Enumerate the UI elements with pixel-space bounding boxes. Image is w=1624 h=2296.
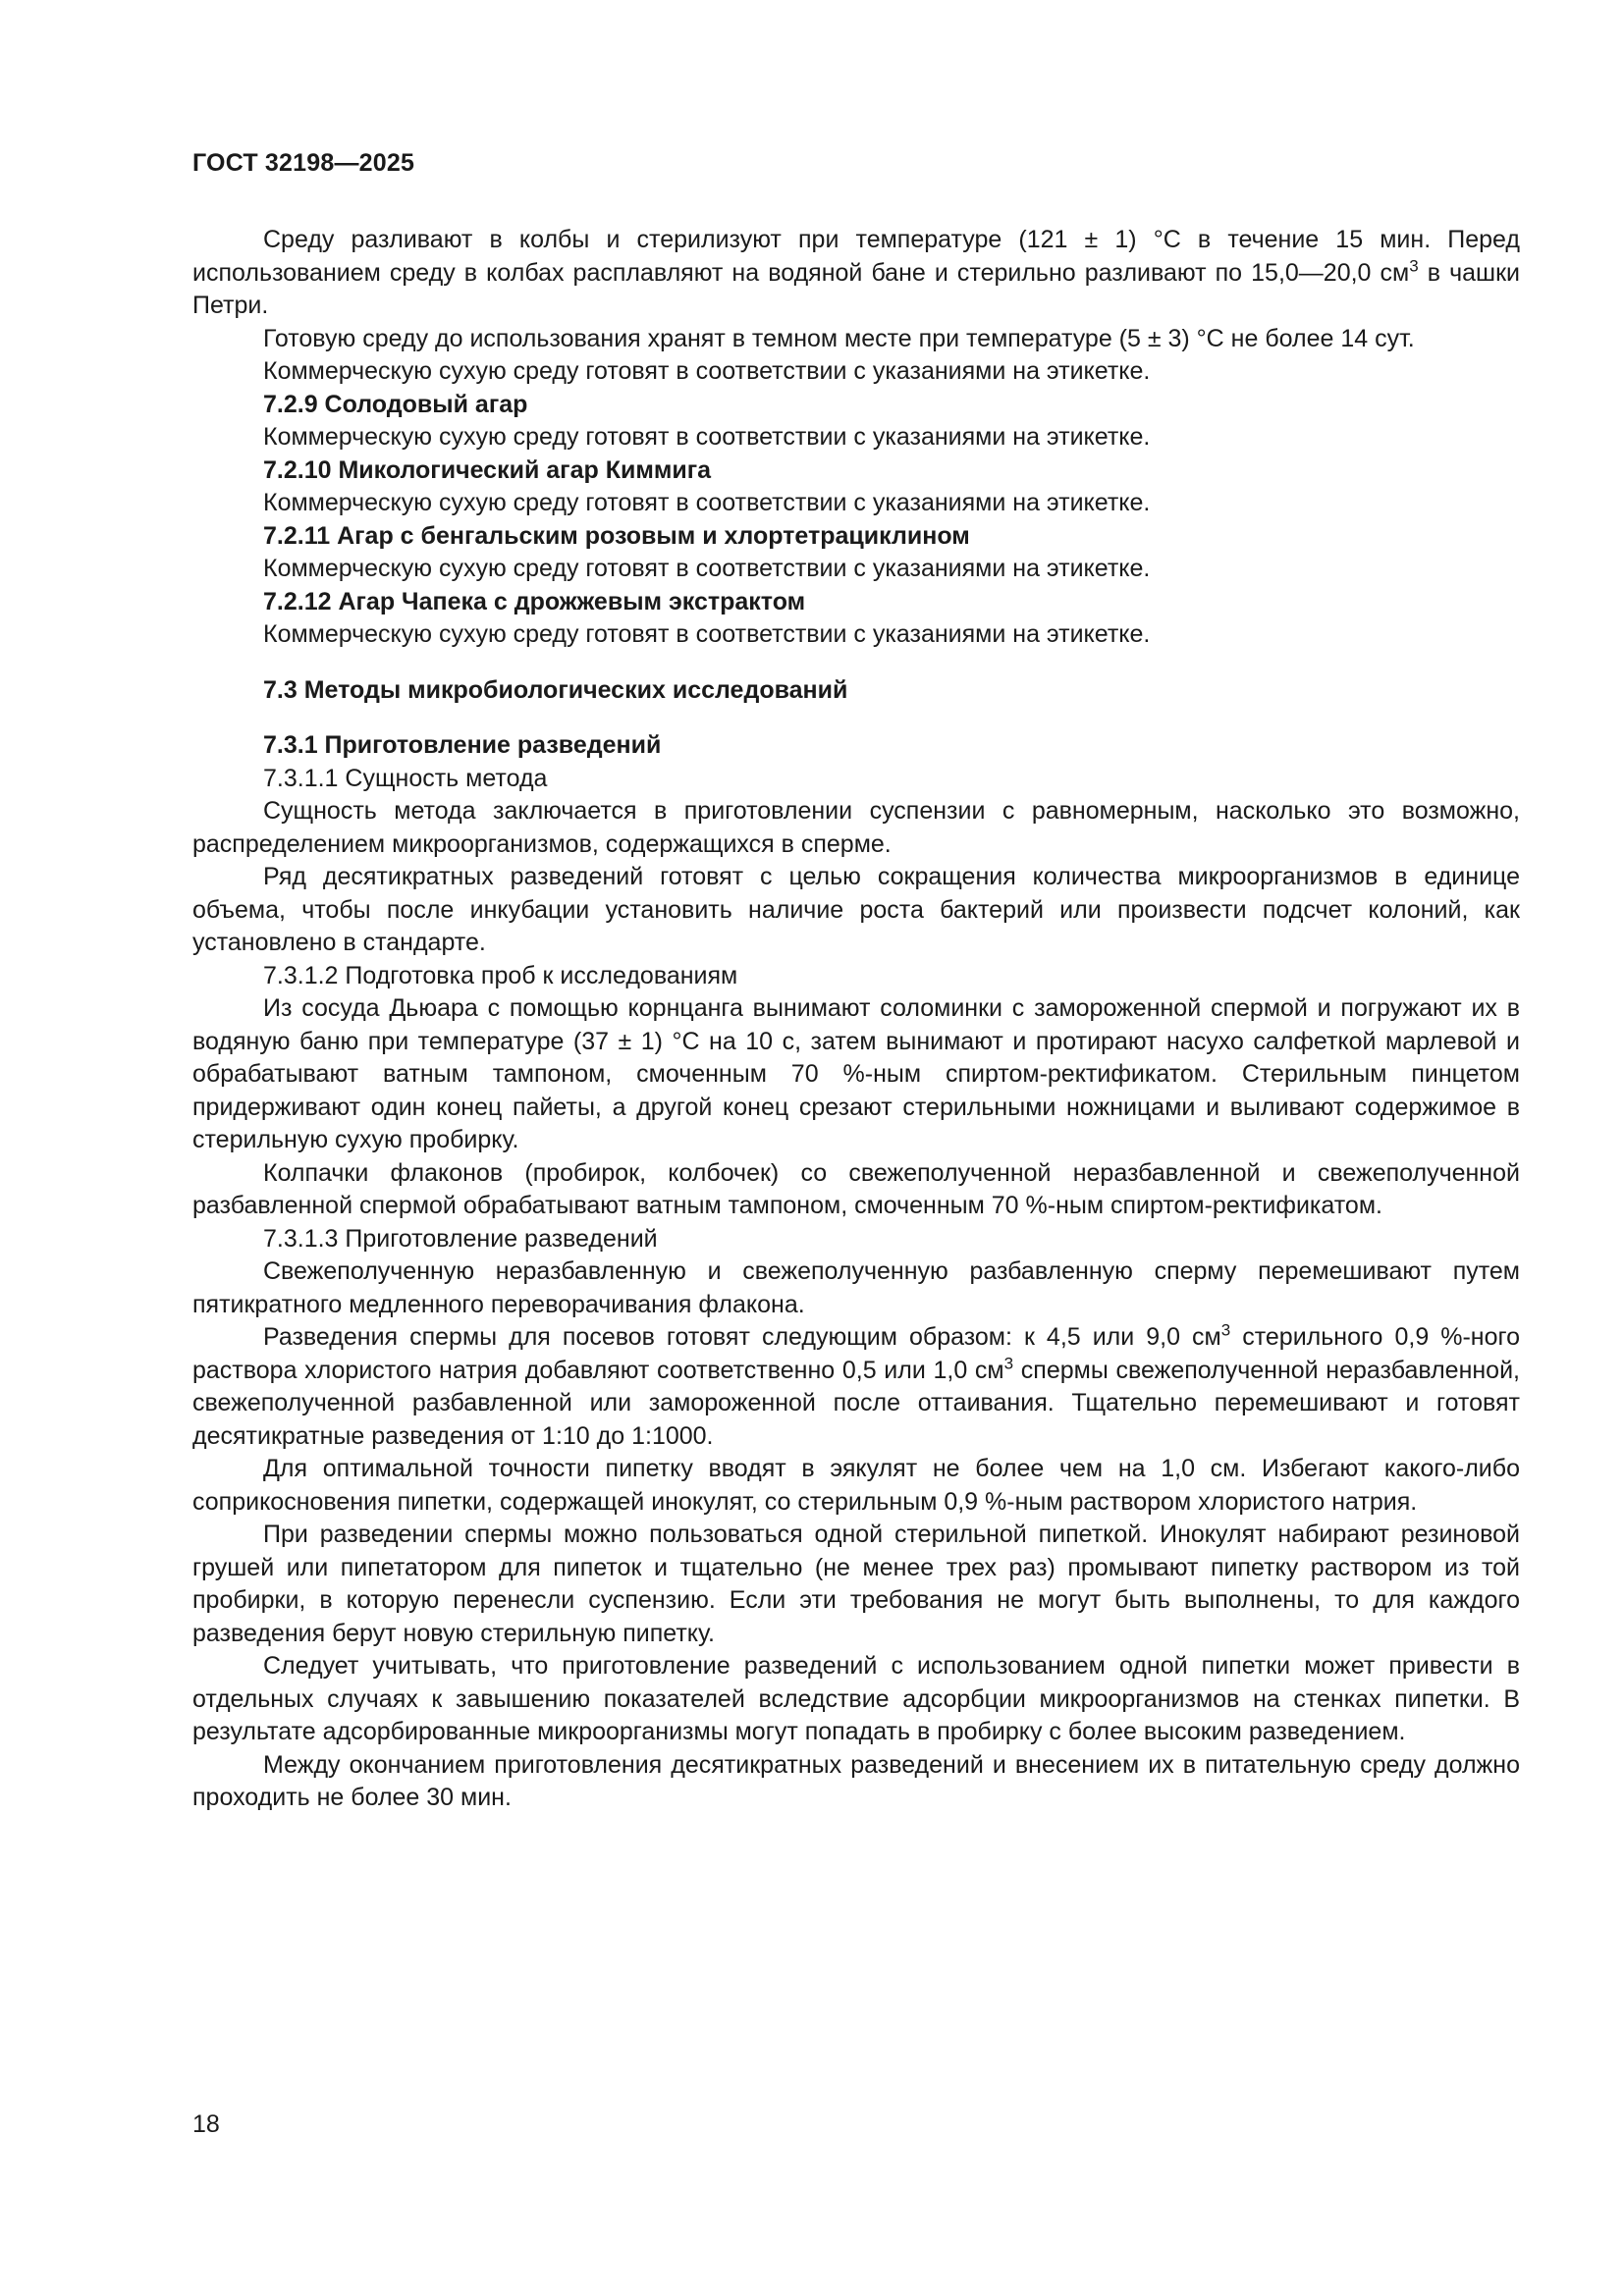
paragraph: Коммерческую сухую среду готовят в соответствии с указаниями на этикетке. <box>263 489 1151 516</box>
section-heading: 7.3.1 Приготовление разведений <box>263 731 662 759</box>
section-heading: 7.2.9 Солодовый агар <box>263 390 528 418</box>
subsection-heading: 7.3.1.1 Сущность метода <box>263 764 548 792</box>
section-heading: 7.3 Методы микробиологических исследований <box>263 675 848 704</box>
paragraph: Коммерческую сухую среду готовят в соответствии с указаниями на этикетке. <box>263 555 1151 582</box>
paragraph: При разведении спермы можно пользоваться одной стерильной пипеткой. Инокулят набирают резиновой грушей или пипетатором для пипеток и тщательно (не менее трех раз) промывают пипетку раствором из той пробирки, в которую перенесли суспензию. Если эти требования не могут быть выполнены, то для каждого разведения берут новую стерильную пипетку. <box>192 1521 1520 1647</box>
paragraph: Среду разливают в колбы и стерилизуют при температуре (121 ± 1) °С в течение 15 мин. Перед использованием среду в колбах расплавляют на водяной бане и стерильно разливают по 15,0—20,0 $см^3$ в чашки Петри. <box>192 226 1520 319</box>
subsection-heading: 7.3.1.2 Подготовка проб к исследованиям <box>263 961 738 989</box>
paragraph: Следует учитывать, что приготовление разведений с использованием одной пипетки может привести в отдельных случаях к завышению показателей вследствие адсорбции микроорганизмов на стенках пипетки. В результате адсорбированные микроорганизмы могут попадать в пробирку с более высоким разведением. <box>192 1652 1520 1745</box>
paragraph: Коммерческую сухую среду готовят в соответствии с указаниями на этикетке. <box>263 423 1151 451</box>
section-heading: 7.2.11 Агар с бенгальским розовым и хлортетрациклином <box>263 521 970 550</box>
paragraph: Между окончанием приготовления десятикратных разведений и внесением их в питательную среду должно проходить не более 30 мин. <box>192 1750 1520 1811</box>
paragraph: Из сосуда Дьюара с помощью корнцанга вынимают соломинки с замороженной спермой и погружают их в водяную баню при температуре (37 ± 1) °С на 10 с, затем вынимают и протирают насухо салфеткой марлевой и обрабатывают ватным тампоном, смоченным 70 %-ным спиртом-ректификатом. Стерильным пинцетом придерживают один конец пайеты, а другой конец срезают стерильными ножницами и выливают содержимое в стерильную сухую пробирку. <box>192 994 1520 1153</box>
document-body <box>192 224 1520 1815</box>
paragraph: Коммерческую сухую среду готовят в соответствии с указаниями на этикетке. <box>263 357 1151 385</box>
paragraph: Коммерческую сухую среду готовят в соответствии с указаниями на этикетке. <box>263 620 1151 648</box>
paragraph: Колпачки флаконов (пробирок, колбочек) со свежеполученной неразбавленной и свежеполученной разбавленной спермой обрабатывают ватным тампоном, смоченным 70 %-ным спиртом-ректификатом. <box>192 1158 1520 1219</box>
page-number: 18 <box>192 2110 220 2138</box>
paragraph: Разведения спермы для посевов готовят следующим образом: к 4,5 или 9,0 $см^3$ стерильного 0,9 %-ного раствора хлористого натрия добавляют соответственно 0,5 или 1,0 $см^3$ спермы свежеполученной неразбавленной, свежеполученной разбавленной или замороженной после оттаивания. Тщательно перемешивают и готовят десятикратные разведения от 1:10 до 1:1000. <box>192 1320 1520 1450</box>
subsection-heading: 7.3.1.3 Приготовление разведений <box>263 1224 658 1253</box>
paragraph: Для оптимальной точности пипетку вводят в эякулят не более чем на 1,0 см. Избегают какого-либо соприкосновения пипетки, содержащей инокулят, со стерильным 0,9 %-ным раствором хлористого натрия. <box>192 1455 1520 1516</box>
paragraph: Сущность метода заключается в приготовлении суспензии с равномерным, насколько это возможно, распределением микроорганизмов, содержащихся в сперме. <box>192 797 1520 858</box>
paragraph: Готовую среду до использования хранят в темном месте при температуре (5 ± 3) °С не более 14 сут. <box>263 324 1415 352</box>
section-heading: 7.2.10 Микологический агар Киммига <box>263 455 712 484</box>
paragraph: Ряд десятикратных разведений готовят с целью сокращения количества микроорганизмов в единице объема, чтобы после инкубации установить наличие роста бактерий или произвести подсчет колоний, как установлено в стандарте. <box>192 863 1520 956</box>
paragraph: Свежеполученную неразбавленную и свежеполученную разбавленную сперму перемешивают путем пятикратного медленного переворачивания флакона. <box>192 1257 1520 1318</box>
document-header: ГОСТ 32198—2025 <box>192 149 415 177</box>
section-heading: 7.2.12 Агар Чапека с дрожжевым экстрактом <box>263 587 806 615</box>
